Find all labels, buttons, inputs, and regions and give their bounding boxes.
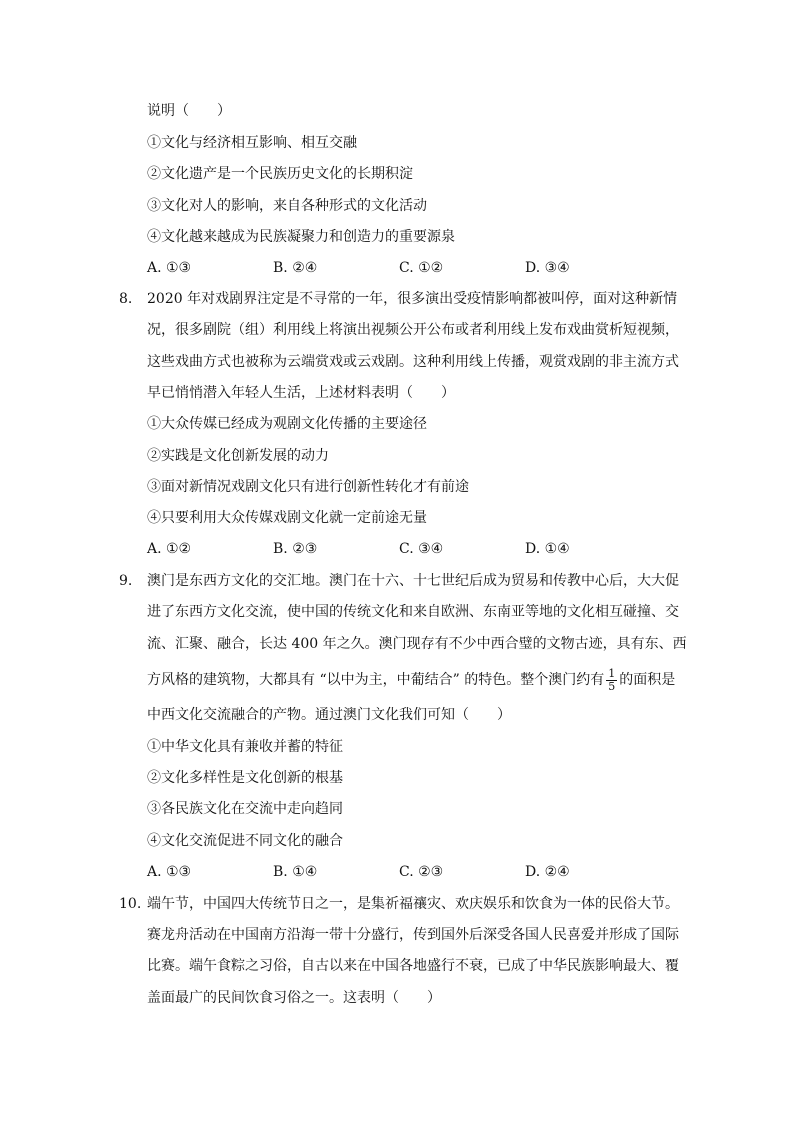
q7-item-4: ④文化越来越成为民族凝聚力和创造力的重要源泉 [147,229,455,245]
q7-item-3: ③文化对人的影响，来自各种形式的文化活动 [147,198,427,214]
q8-item-1: ①大众传媒已经成为观剧文化传播的主要途径 [147,416,427,432]
q7-option-c: C. ①② [399,260,444,276]
q8-stem-line-4: 早已悄悄潜入年轻人生活，上述材料表明（ ） [147,385,455,401]
q8-item-4: ④只要利用大众传媒戏剧文化就一定前途无量 [147,510,427,526]
q10-stem-line-4: 盖面最广的民间饮食习俗之一。这表明（ ） [147,990,441,1006]
q8-option-d: D. ①④ [525,541,570,557]
q9-number: 9. [119,573,133,589]
q9-stem-line-5: 中西文化交流融合的产物。通过澳门文化我们可知（ ） [147,707,511,723]
q8-item-2: ②实践是文化创新发展的动力 [147,448,329,464]
q7-option-a: A. ①③ [147,260,192,276]
q9-stem-line-4-before: 方风格的建筑物，大都具有 “以中为主，中葡结合” 的特色。整个澳门约有 [147,672,605,688]
q9-stem-line-4-after: 的面积是 [619,672,676,688]
fraction-one-fifth [606,668,617,693]
q8-stem-line-3: 这些戏曲方式也被称为云端赏戏或云戏剧。这种利用线上传播，观赏戏剧的非主流方式 [147,354,679,370]
q7-item-2: ②文化遗产是一个民族历史文化的长期积淀 [147,166,413,182]
fraction-numerator: 1 [608,666,616,680]
q10-number: 10. [119,896,142,912]
q7-option-d: D. ③④ [525,260,570,276]
q8-stem-line-2: 况，很多剧院（组）利用线上将演出视频公开公布或者利用线上发布戏曲赏析短视频， [147,322,679,338]
q10-stem-line-3: 比赛。端午食粽之习俗，自古以来在中国各地盛行不衰，已成了中华民族影响最大、覆 [147,958,679,974]
q9-item-3: ③各民族文化在交流中走向趋同 [147,801,343,817]
q8-number: 8. [119,291,133,307]
q9-option-d: D. ②④ [525,864,570,880]
q9-option-c: C. ②③ [399,864,444,880]
q9-stem-line-2: 进了东西方文化交流，使中国的传统文化和来自欧洲、东南亚等地的文化相互碰撞、交 [147,604,679,620]
q9-item-1: ①中华文化具有兼收并蓄的特征 [147,739,343,755]
q9-item-2: ②文化多样性是文化创新的根基 [147,770,343,786]
q9-option-a: A. ①③ [147,864,192,880]
fraction-denominator: 5 [608,679,616,693]
q10-stem-line-2: 赛龙舟活动在中国南方沿海一带十分盛行，传到国外后深受各国人民喜爱并形成了国际 [147,927,679,943]
q10-stem-line-1: 端午节，中国四大传统节日之一，是集祈福禳灾、欢庆娱乐和饮食为一体的民俗大节。 [147,896,679,912]
q8-option-a: A. ①② [147,541,192,557]
q8-option-b: B. ②③ [273,541,318,557]
q9-stem-line-1: 澳门是东西方文化的交汇地。澳门在十六、十七世纪后成为贸易和传教中心后，大大促 [147,573,679,589]
q9-stem-line-4 [147,665,675,695]
q8-option-c: C. ③④ [399,541,444,557]
q9-stem-line-3: 流、汇聚、融合，长达 400 年之久。澳门现存有不少中西合璧的文物古迹，具有东、西 [147,636,687,652]
q9-option-b: B. ①④ [273,864,318,880]
q8-stem-line-1: 2020 年对戏剧界注定是不寻常的一年，很多演出受疫情影响都被叫停，面对这种新情 [147,291,678,307]
q7-option-b: B. ②④ [273,260,318,276]
q7-item-1: ①文化与经济相互影响、相互交融 [147,135,357,151]
q7-stem-end: 说明（ ） [147,103,231,119]
q9-item-4: ④文化交流促进不同文化的融合 [147,833,343,849]
q8-item-3: ③面对新情况戏剧文化只有进行创新性转化才有前途 [147,479,469,495]
